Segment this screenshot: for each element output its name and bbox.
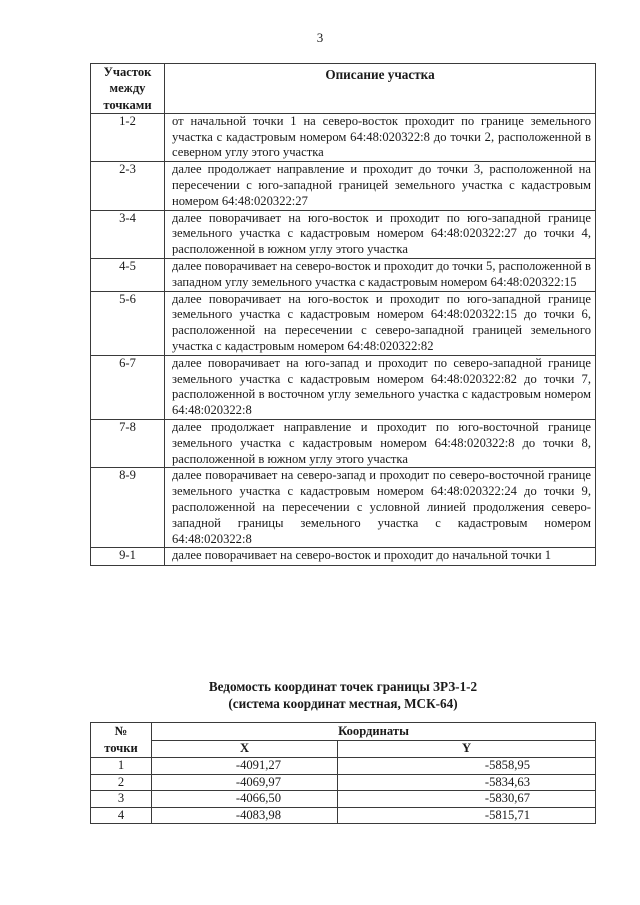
y-coordinate-cell: -5815,71 — [338, 807, 596, 824]
segment-cell: 3-4 — [91, 210, 165, 258]
description-cell: далее поворачивает на северо-восток и проходит до точки 5, расположенной в западном углу земельного участка с кадастровым номером 64:48:020322:15 — [165, 259, 596, 292]
x-coordinate-cell: -4083,98 — [152, 807, 338, 824]
y-coordinate-cell: -5830,67 — [338, 791, 596, 808]
table-row — [91, 420, 596, 468]
description-cell: далее продолжает направление и проходит до точки 3, расположенной на пересечении с юго-западной границей земельного участка с кадастровым номером 64:48:020322:27 — [165, 162, 596, 210]
description-cell: далее поворачивает на юго-восток и проходит по юго-западной границе земельного участка с кадастровым номером 64:48:020322:15 до точки 6, расположенной на пересечении с северо-западной границей земельного участка с кадастровым номером 64:48:020322:82 — [165, 291, 596, 355]
x-coordinate-cell: -4069,97 — [152, 774, 338, 791]
table-row — [91, 774, 596, 791]
x-column-header: X — [152, 740, 338, 758]
table-row — [91, 758, 596, 775]
description-cell: далее поворачивает на юго-восток и проходит по юго-западной границе земельного участка с кадастровым номером 64:48:020322:27 до точки 4, расположенной в южном углу этого участка — [165, 210, 596, 258]
description-cell: далее поворачивает на северо-восток и проходит до начальной точки 1 — [165, 548, 596, 566]
table-row — [91, 291, 596, 355]
table-row — [91, 113, 596, 161]
coordinates-heading — [90, 679, 596, 712]
description-cell: далее продолжает направление и проходит по юго-восточной границе земельного участка с кадастровым номером 64:48:020322:8 до точки 8, расположенной в южном углу этого участка — [165, 420, 596, 468]
table-row — [91, 259, 596, 292]
segment-cell: 9-1 — [91, 548, 165, 566]
y-coordinate-cell: -5834,63 — [338, 774, 596, 791]
table-row — [91, 548, 596, 566]
table-row — [91, 468, 596, 548]
coordinates-heading-line-2: (система координат местная, МСК-64) — [228, 695, 458, 711]
description-cell: далее поворачивает на юго-запад и проходит по северо-западной границе земельного участка с кадастровым номером 64:48:020322:82 до точки 7, расположенной в восточном углу земельного участка с кадастровым номером 64:48:020322:8 — [165, 355, 596, 419]
coordinates-header: Координаты — [152, 723, 596, 741]
table-header-row — [91, 64, 596, 114]
point-number-cell: 4 — [91, 807, 152, 824]
description-cell: от начальной точки 1 на северо-восток проходит по границе земельного участка с кадастровым номером 64:48:020322:8 до точки 2, расположенной в северном углу этого участка — [165, 113, 596, 161]
point-number-header-line-1: № — [114, 724, 128, 738]
table-row — [91, 807, 596, 824]
page-number: 3 — [316, 30, 324, 45]
y-column-header: Y — [338, 740, 596, 758]
table-row — [91, 210, 596, 258]
table-row — [91, 355, 596, 419]
segment-cell: 4-5 — [91, 259, 165, 292]
table-row — [91, 162, 596, 210]
point-number-cell: 1 — [91, 758, 152, 775]
coords-header-row — [91, 723, 596, 741]
segment-cell: 5-6 — [91, 291, 165, 355]
boundary-description-table — [90, 63, 596, 566]
segment-cell: 8-9 — [91, 468, 165, 548]
y-coordinate-cell: -5858,95 — [338, 758, 596, 775]
segment-cell: 2-3 — [91, 162, 165, 210]
table-row — [91, 791, 596, 808]
segment-column-header: Участок между точками — [91, 64, 165, 114]
point-number-header-line-2: точки — [104, 741, 138, 755]
segment-cell: 7-8 — [91, 420, 165, 468]
x-coordinate-cell: -4066,50 — [152, 791, 338, 808]
segment-cell: 1-2 — [91, 113, 165, 161]
description-cell: далее поворачивает на северо-запад и проходит по северо-восточной границе земельного участка с кадастровым номером 64:48:020322:24 до точки 9, расположенной на пересечении с условной линией продолжения северо-западной границы земельного участка с кадастровым номером 64:48:020322:8 — [165, 468, 596, 548]
coords-subheader-row — [91, 740, 596, 758]
point-number-header — [91, 723, 152, 758]
coordinates-table — [90, 722, 596, 824]
description-column-header: Описание участка — [165, 64, 596, 114]
coordinates-heading-line-1: Ведомость координат точек границы ЗРЗ-1-2 — [208, 679, 478, 694]
point-number-cell: 3 — [91, 791, 152, 808]
x-coordinate-cell: -4091,27 — [152, 758, 338, 775]
point-number-cell: 2 — [91, 774, 152, 791]
segment-cell: 6-7 — [91, 355, 165, 419]
